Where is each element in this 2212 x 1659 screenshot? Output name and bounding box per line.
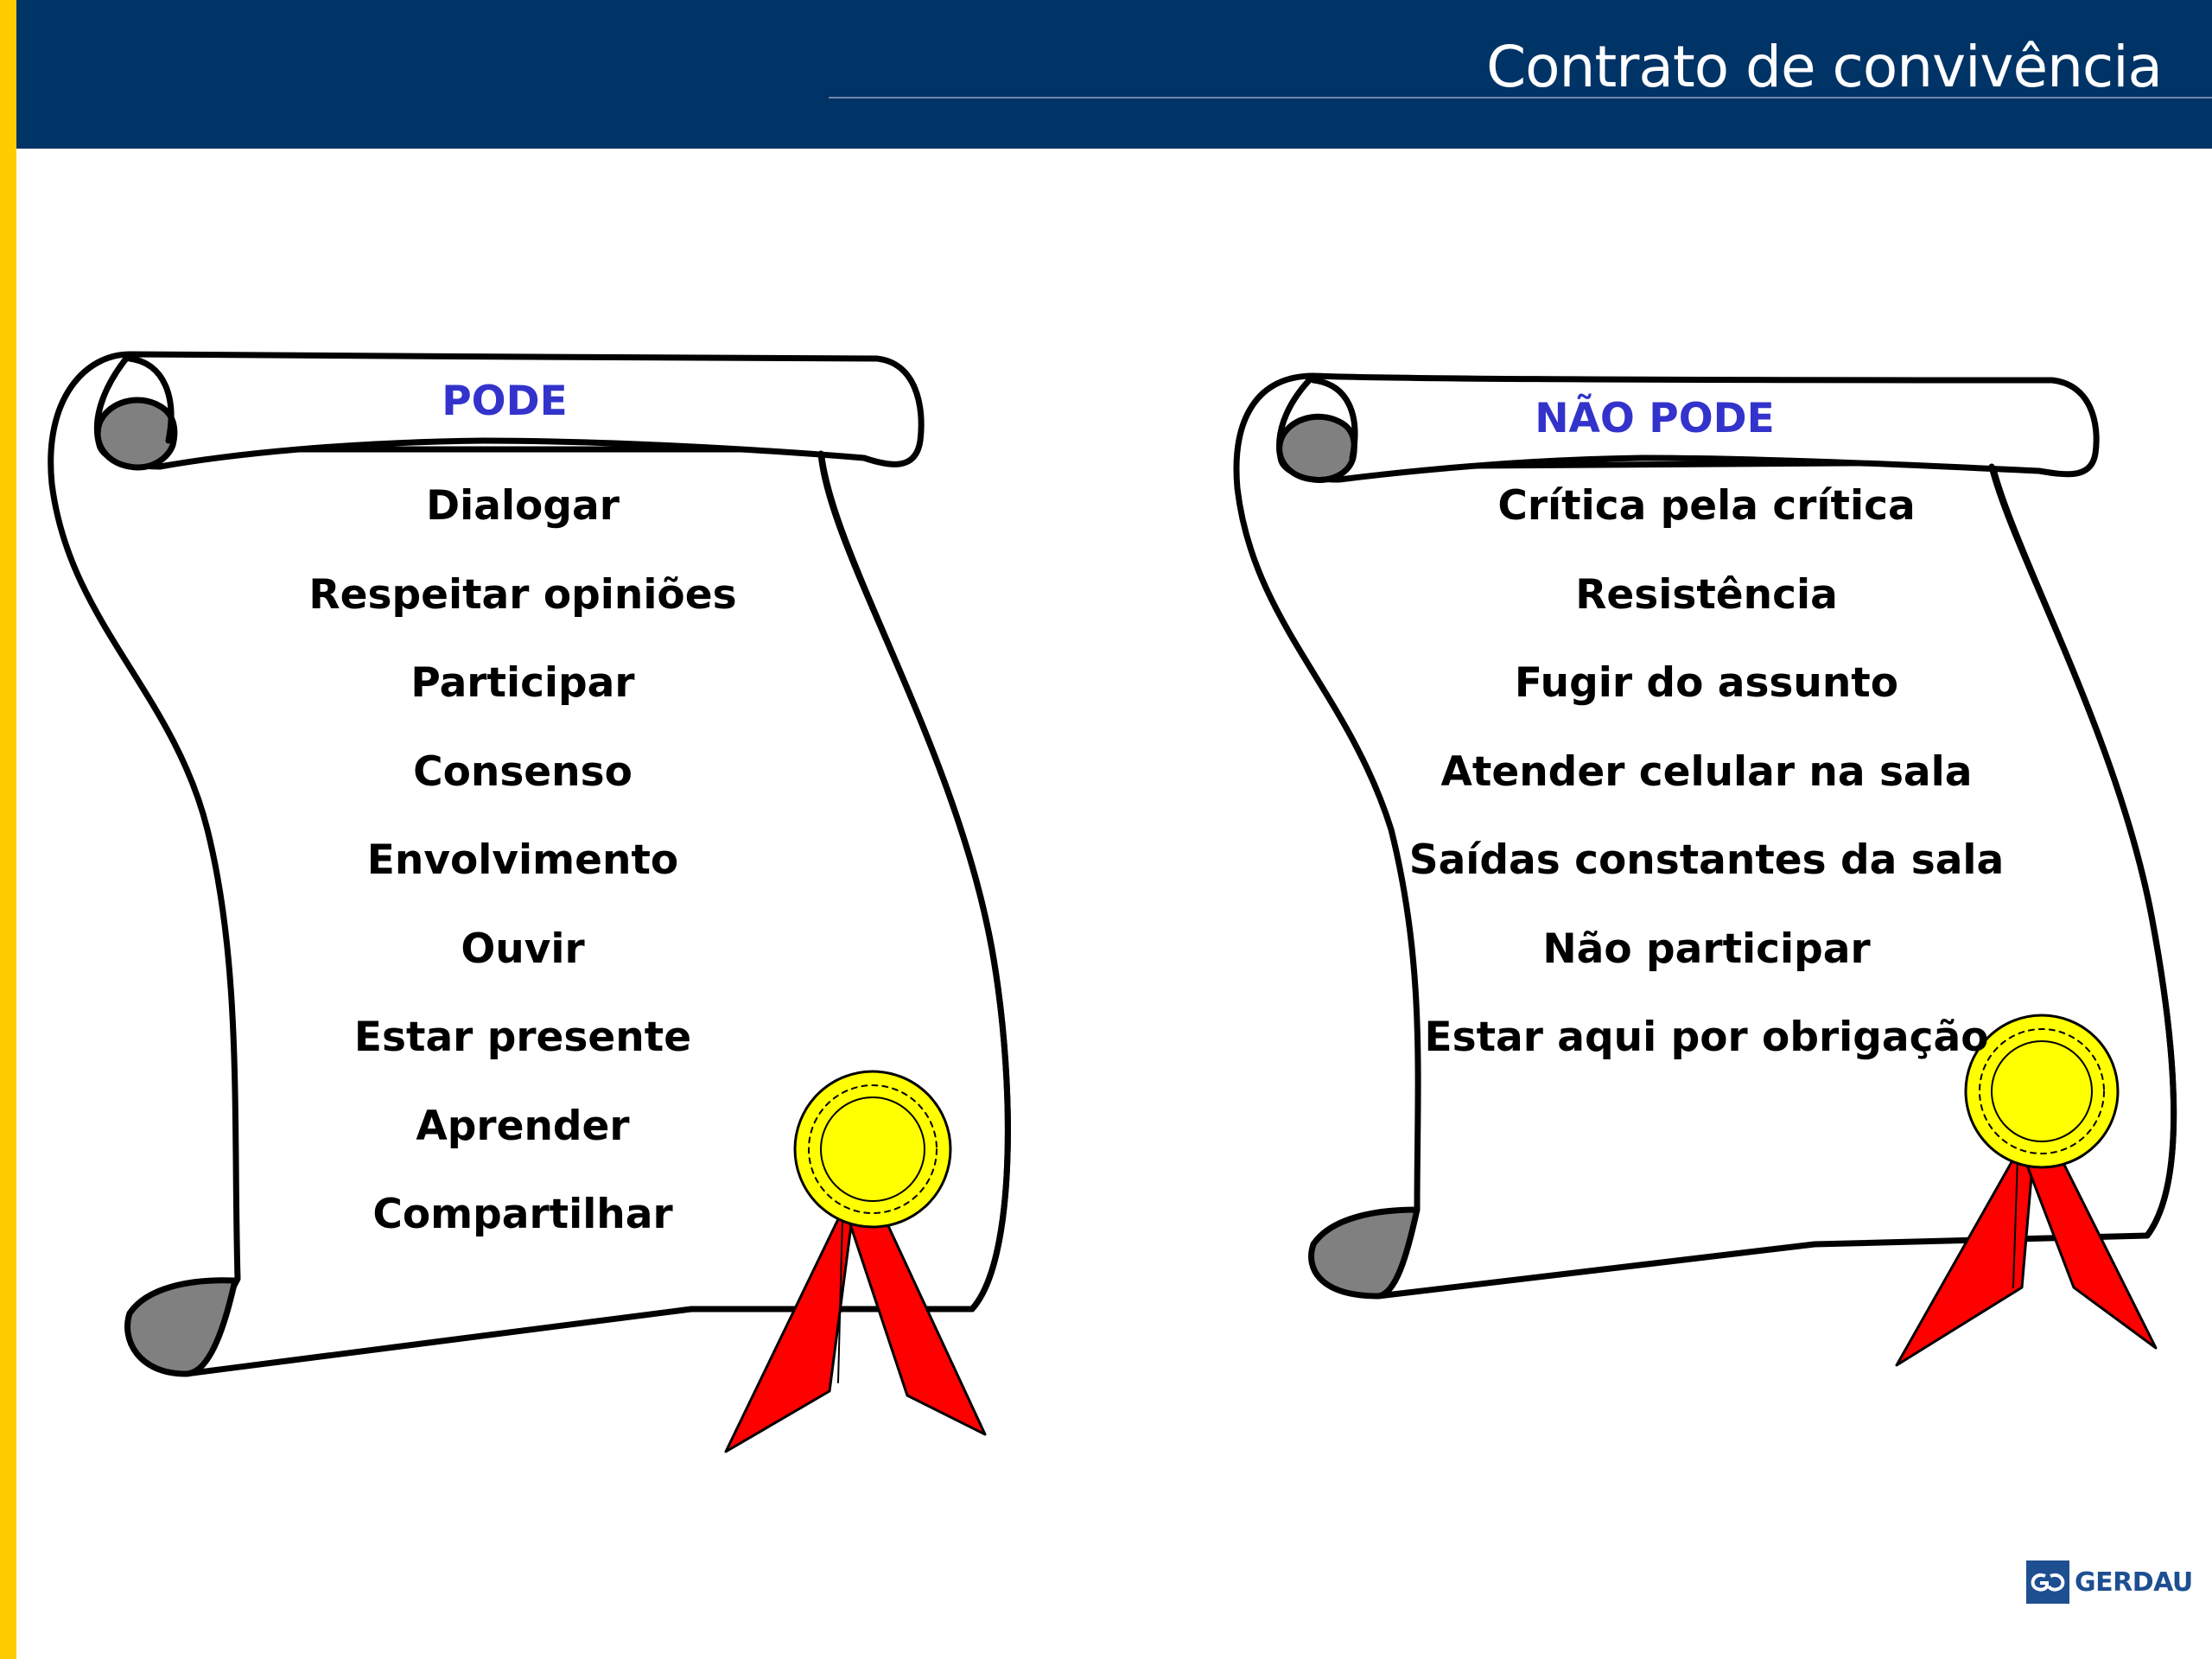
list-item: Aprender <box>416 1102 630 1150</box>
gerdau-logo-icon <box>2026 1560 2069 1604</box>
list-item: Envolvimento <box>366 836 679 884</box>
list-item: Estar presente <box>353 1014 692 1061</box>
list-item: Ouvir <box>461 925 585 973</box>
list-item: Dialogar <box>426 482 620 530</box>
list-item: Participar <box>410 659 635 707</box>
list-item: Consenso <box>413 747 632 796</box>
list-item: Crítica pela crítica <box>1497 482 1916 530</box>
nao-pode-heading: NÃO PODE <box>1535 395 1775 442</box>
list-item: Saídas constantes da sala <box>1408 836 2005 884</box>
list-item: Resistência <box>1575 570 1838 619</box>
list-item: Não participar <box>1542 925 1871 973</box>
pode-list <box>264 480 782 1278</box>
list-item: Fugir do assunto <box>1514 659 1899 707</box>
list-item: Estar aqui por obrigação <box>1424 1014 1989 1061</box>
pode-heading: PODE <box>442 378 568 425</box>
list-item: Respeitar opiniões <box>308 570 737 619</box>
nao-pode-list <box>1404 480 2009 1101</box>
gerdau-logo <box>2026 1560 2193 1605</box>
list-item: Compartilhar <box>372 1191 673 1238</box>
page-title: Contrato de convivência <box>1486 34 2162 100</box>
list-item: Atender celular na sala <box>1440 747 1973 796</box>
logo-text: GERDAU <box>2075 1567 2193 1598</box>
